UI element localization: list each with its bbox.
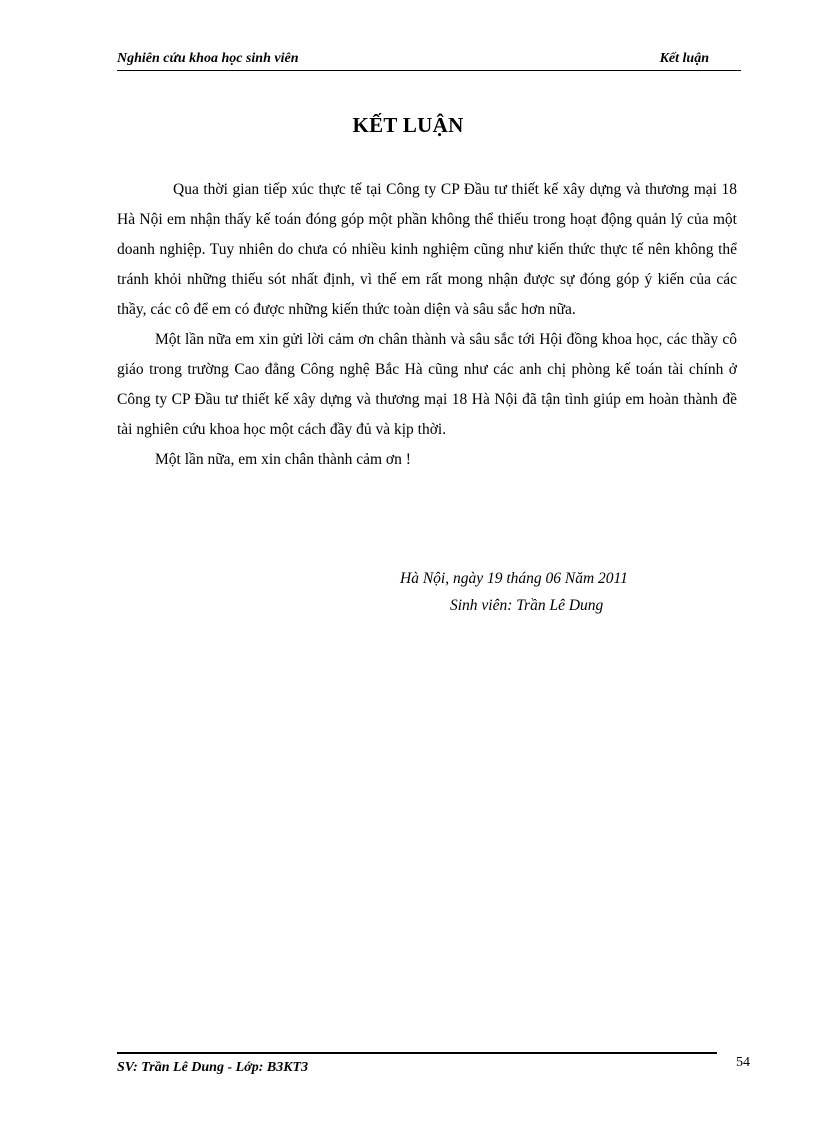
page-header <box>117 50 741 71</box>
signature-block <box>400 565 628 619</box>
footer-left-text: SV: Trần Lê Dung - Lớp: B3KT3 <box>117 1060 309 1075</box>
page-number: 54 <box>736 1055 750 1070</box>
paragraph-1: Qua thời gian tiếp xúc thực tế tại Công ty CP Đầu tư thiết kế xây dựng và thương mại 18 Hà Nội em nhận thấy kế toán đóng góp một phần không thể thiếu trong hoạt động quản lý của một doanh nghiệp. Tuy nhiên do chưa có nhiều kinh nghiệm cũng như kiến thức thực tế nên không thể tránh khỏi những thiếu sót nhất định, vì thế em rất mong nhận được sự đóng góp ý kiến của các thầy, các cô để em có được những kiến thức toàn diện và sâu sắc hơn nữa. <box>117 181 737 318</box>
footer-divider <box>117 1052 717 1054</box>
body-text <box>117 175 737 475</box>
header-left-text: Nghiên cứu khoa học sinh viên <box>117 51 299 66</box>
paragraph-2: Một lần nữa em xin gửi lời cảm ơn chân thành và sâu sắc tới Hội đồng khoa học, các thầy cô giáo trong trường Cao đẳng Công nghệ Bắc Hà cũng như các anh chị phòng kế toán tài chính ở Công ty CP Đầu tư thiết kế xây dựng và thương mại 18 Hà Nội đã tận tình giúp em hoàn thành đề tài nghiên cứu khoa học một cách đầy đủ và kịp thời. <box>117 331 737 438</box>
paragraph-3: Một lần nữa, em xin chân thành cảm ơn ! <box>155 451 411 468</box>
signature-student: Sinh viên: Trần Lê Dung <box>450 597 604 614</box>
page-title: KẾT LUẬN <box>352 113 464 137</box>
signature-date: Hà Nội, ngày 19 tháng 06 Năm 2011 <box>400 570 628 587</box>
header-right-text: Kết luận <box>659 51 709 66</box>
